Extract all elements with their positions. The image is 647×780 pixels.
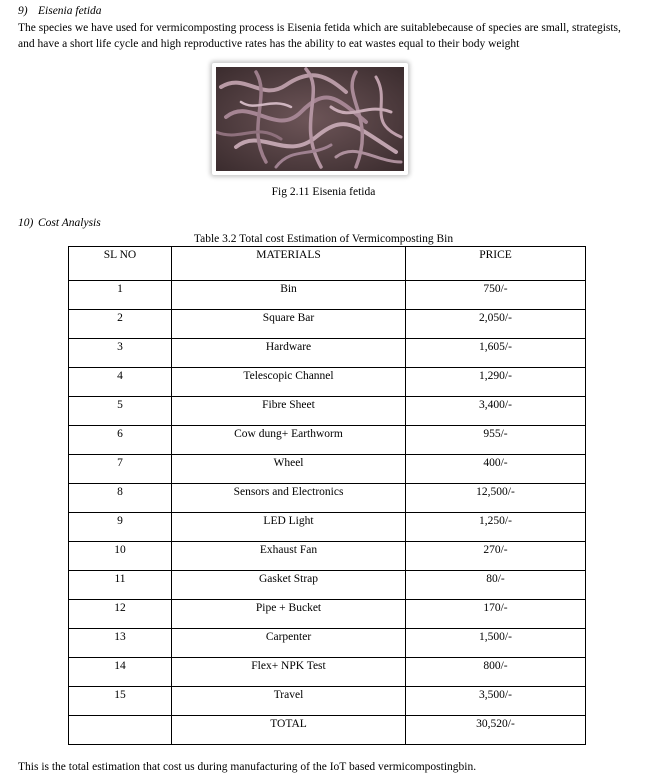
sl-no-cell: 13	[69, 629, 172, 658]
sl-no-cell: 11	[69, 571, 172, 600]
sl-no-cell: 9	[69, 513, 172, 542]
table-row	[69, 658, 586, 687]
sl-no-cell: 8	[69, 484, 172, 513]
material-cell: Wheel	[172, 455, 406, 484]
material-cell: Cow dung+ Earthworm	[172, 426, 406, 455]
price-cell: 80/-	[406, 571, 586, 600]
table-caption: Table 3.2 Total cost Estimation of Vermicomposting Bin	[193, 233, 454, 245]
price-cell: 1,250/-	[406, 513, 586, 542]
total-row	[69, 716, 586, 745]
section-title: Cost Analysis	[38, 217, 101, 229]
section-number: 10)	[18, 217, 34, 229]
material-cell: Sensors and Electronics	[172, 484, 406, 513]
table-row	[69, 281, 586, 310]
material-cell: Exhaust Fan	[172, 542, 406, 571]
price-cell: 3,500/-	[406, 687, 586, 716]
table-row	[69, 513, 586, 542]
table-row	[69, 629, 586, 658]
earthworm-photo	[212, 63, 408, 175]
cost-table	[68, 246, 586, 745]
price-cell: 270/-	[406, 542, 586, 571]
price-cell: 1,500/-	[406, 629, 586, 658]
sl-no-cell: 2	[69, 310, 172, 339]
figure-caption: Fig 2.11 Eisenia fetida	[271, 186, 376, 198]
material-cell: Pipe + Bucket	[172, 600, 406, 629]
sl-no-cell: 6	[69, 426, 172, 455]
table-row	[69, 542, 586, 571]
price-cell: 400/-	[406, 455, 586, 484]
table-row	[69, 368, 586, 397]
sl-no-cell: 7	[69, 455, 172, 484]
column-header-sl-no: SL NO	[69, 247, 172, 281]
price-cell: 1,605/-	[406, 339, 586, 368]
sl-no-cell: 12	[69, 600, 172, 629]
sl-no-cell: 4	[69, 368, 172, 397]
section-title: Eisenia fetida	[38, 5, 102, 17]
price-cell: 1,290/-	[406, 368, 586, 397]
material-cell: Travel	[172, 687, 406, 716]
material-cell: Flex+ NPK Test	[172, 658, 406, 687]
sl-no-cell: 14	[69, 658, 172, 687]
table-row	[69, 455, 586, 484]
table-row	[69, 571, 586, 600]
table-row	[69, 310, 586, 339]
price-cell: 3,400/-	[406, 397, 586, 426]
material-cell: Telescopic Channel	[172, 368, 406, 397]
sl-no-cell: 1	[69, 281, 172, 310]
material-cell: LED Light	[172, 513, 406, 542]
table-row	[69, 339, 586, 368]
material-cell: Hardware	[172, 339, 406, 368]
price-cell: 170/-	[406, 600, 586, 629]
total-empty-cell	[69, 716, 172, 745]
sl-no-cell: 10	[69, 542, 172, 571]
price-cell: 800/-	[406, 658, 586, 687]
table-header-row	[69, 247, 586, 281]
sl-no-cell: 15	[69, 687, 172, 716]
column-header-materials: MATERIALS	[172, 247, 406, 281]
sl-no-cell: 5	[69, 397, 172, 426]
section-number: 9)	[18, 5, 28, 17]
table-row	[69, 426, 586, 455]
table-row	[69, 484, 586, 513]
material-cell: Carpenter	[172, 629, 406, 658]
earthworm-image	[216, 67, 404, 171]
material-cell: Fibre Sheet	[172, 397, 406, 426]
table-row	[69, 687, 586, 716]
table-row	[69, 600, 586, 629]
price-cell: 12,500/-	[406, 484, 586, 513]
material-cell: Bin	[172, 281, 406, 310]
summary-sentence: This is the total estimation that cost us during manufacturing of the IoT based vermicompostingbin.	[18, 761, 477, 773]
price-cell: 2,050/-	[406, 310, 586, 339]
column-header-price: PRICE	[406, 247, 586, 281]
sl-no-cell: 3	[69, 339, 172, 368]
material-cell: Square Bar	[172, 310, 406, 339]
section-heading-cost-analysis	[18, 217, 101, 229]
total-price-cell: 30,520/-	[406, 716, 586, 745]
total-label-cell: TOTAL	[172, 716, 406, 745]
description-paragraph: The species we have used for vermicomposting process is Eisenia fetida which are suitablebecause of species are small, strategists, and have a short life cycle and high reproductive rates has the ability to eat wastes equal to their body weight	[18, 22, 621, 50]
price-cell: 955/-	[406, 426, 586, 455]
material-cell: Gasket Strap	[172, 571, 406, 600]
table-row	[69, 397, 586, 426]
section-heading-eisenia	[18, 5, 102, 17]
price-cell: 750/-	[406, 281, 586, 310]
